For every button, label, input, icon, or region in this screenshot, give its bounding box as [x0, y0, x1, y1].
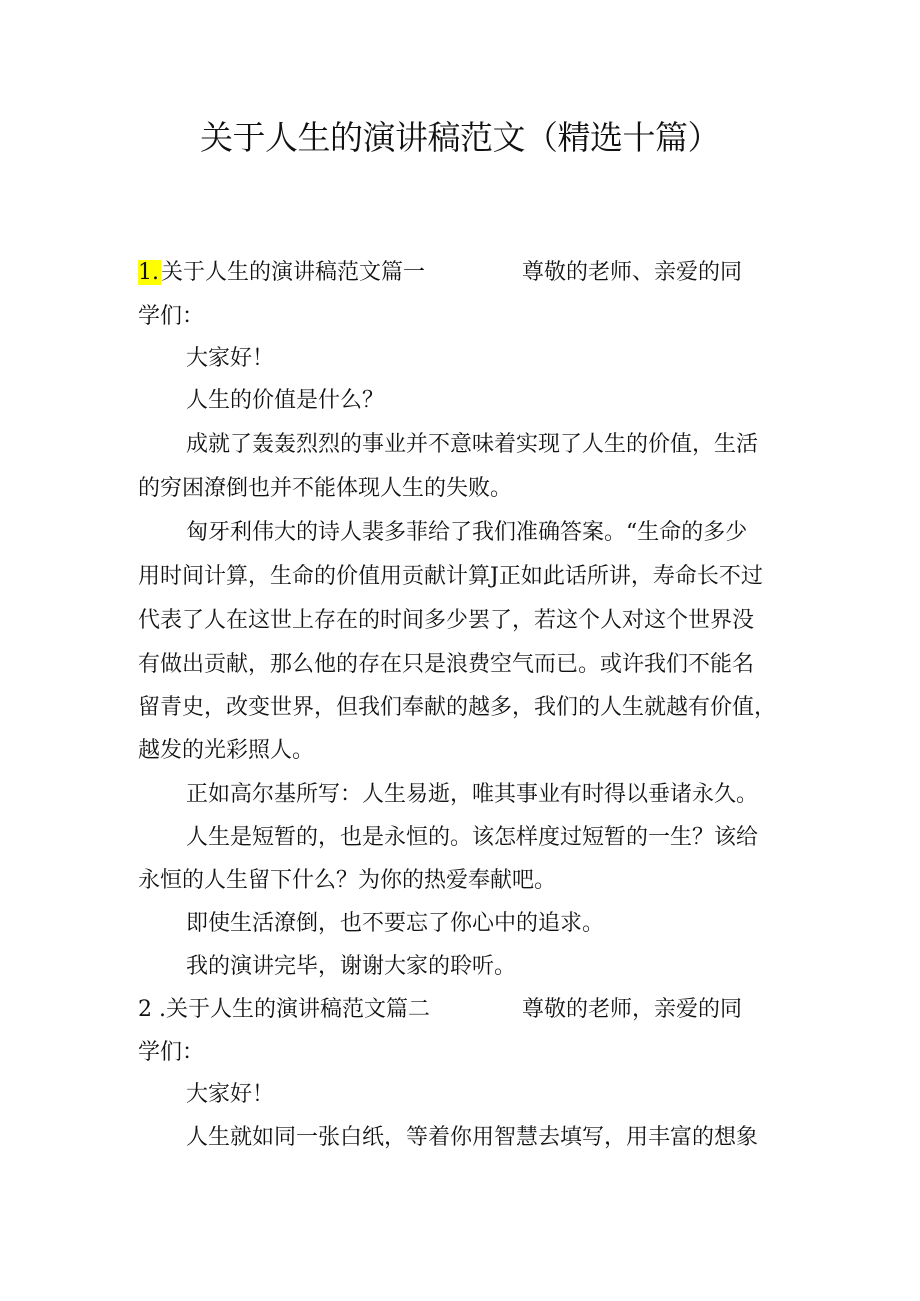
paragraph-line: 成就了轰轰烈烈的事业并不意味着实现了人生的价值，生活 — [186, 432, 759, 457]
section-1-salutation-cont: 学们： — [138, 304, 205, 329]
section-2-heading: 2 .关于人生的演讲稿范文篇二 — [138, 997, 430, 1022]
section-2-salutation-cont: 学们： — [138, 1040, 205, 1065]
section-1-title: 关于人生的演讲稿范文篇一 — [161, 260, 426, 285]
section-2-salutation: 尊敬的老师，亲爱的同 — [522, 997, 743, 1022]
section-1-heading — [138, 258, 425, 288]
paragraph-line: 越发的光彩照人。 — [138, 738, 315, 763]
paragraph-line: 人生就如同一张白纸，等着你用智慧去填写，用丰富的想象 — [186, 1125, 759, 1150]
paragraph-line: 正如高尔基所写：人生易逝，唯其事业有时得以垂诸永久。 — [186, 782, 759, 807]
section-1-salutation: 尊敬的老师、亲爱的同 — [522, 260, 743, 285]
paragraph-line: 我的演讲完毕，谢谢大家的聆听。 — [186, 954, 517, 979]
paragraph-line: 大家好！ — [186, 1082, 275, 1107]
paragraph-line: 人生是短暂的，也是永恒的。该怎样度过短暂的一生？该给 — [186, 825, 759, 850]
document-title: 关于人生的演讲稿范文（精选十篇） — [200, 118, 720, 157]
paragraph-line: 留青史，改变世界，但我们奉献的越多，我们的人生就越有价值， — [138, 695, 777, 720]
paragraph-line: 有做出贡献，那么他的存在只是浪费空气而已。或许我们不能名 — [138, 652, 755, 677]
paragraph-line: 永恒的人生留下什么？为你的热爱奉献吧。 — [138, 868, 557, 893]
paragraph-line: 匈牙利伟大的诗人裴多菲给了我们准确答案。“生命的多少 — [186, 520, 748, 545]
paragraph-line: 用时间计算，生命的价值用贡献计算J正如此话所讲，寿命长不过 — [138, 564, 763, 589]
paragraph-line: 即使生活潦倒，也不要忘了你心中的追求。 — [186, 911, 605, 936]
paragraph-line: 的穷困潦倒也并不能体现人生的失败。 — [138, 476, 513, 501]
paragraph-line: 大家好！ — [186, 346, 275, 371]
paragraph-line: 代表了人在这世上存在的时间多少罢了，若这个人对这个世界没 — [138, 608, 755, 633]
section-1-number: 1. — [138, 260, 159, 285]
paragraph-line: 人生的价值是什么？ — [186, 388, 385, 413]
